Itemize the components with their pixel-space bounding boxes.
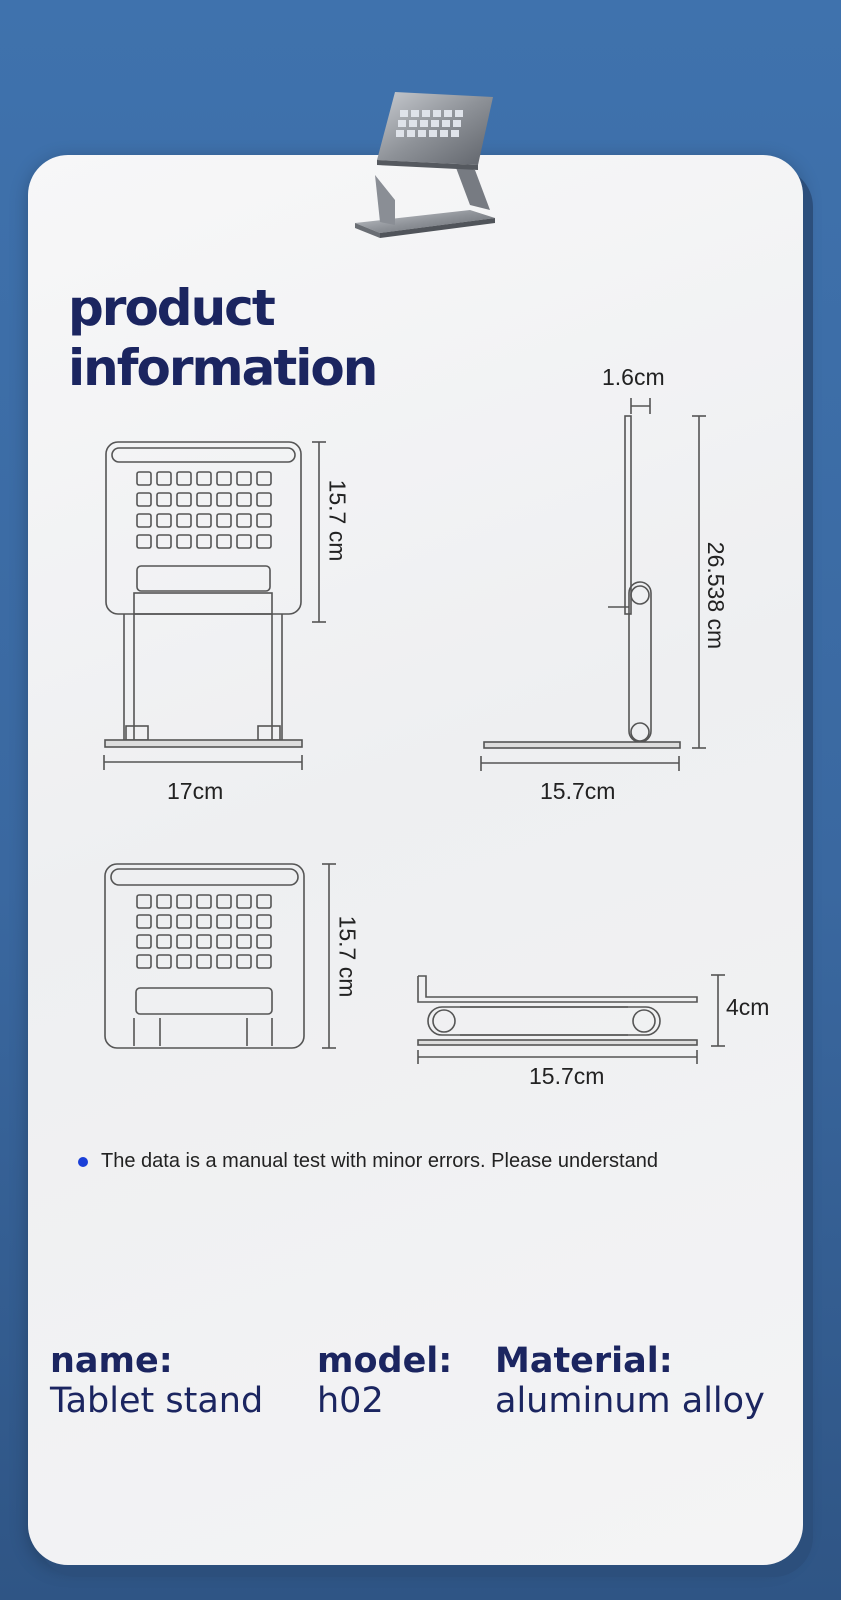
spec-name xyxy=(50,1342,263,1422)
spec-model-value: h02 xyxy=(317,1381,384,1421)
bullet-icon xyxy=(78,1157,88,1167)
disclaimer-text: The data is a manual test with minor errors. Please understand xyxy=(101,1150,658,1172)
front-view-drawing xyxy=(104,442,326,770)
front-width-label: 17cm xyxy=(167,778,224,804)
title-line-1: product xyxy=(68,279,274,337)
side-view-drawing xyxy=(481,398,706,771)
front-height-label: 15.7 cm xyxy=(324,479,351,562)
folded-width-label: 15.7cm xyxy=(529,1063,605,1089)
spec-name-value: Tablet stand xyxy=(50,1381,264,1421)
folded-front-height-label: 15.7 cm xyxy=(334,915,361,998)
spec-name-label: name: xyxy=(50,1341,173,1381)
spec-model-label: model: xyxy=(317,1341,453,1381)
title-line-2: information xyxy=(68,339,377,397)
spec-material-value: aluminum alloy xyxy=(495,1381,765,1421)
disclaimer-note xyxy=(78,1150,658,1173)
spec-material xyxy=(495,1342,765,1422)
spec-model xyxy=(317,1342,452,1422)
folded-side-drawing xyxy=(418,975,725,1064)
folded-height-label: 4cm xyxy=(726,994,770,1020)
side-thickness-label: 1.6cm xyxy=(602,364,665,390)
folded-front-drawing xyxy=(105,864,336,1048)
side-height-label: 26.538 cm xyxy=(703,541,730,650)
spec-material-label: Material: xyxy=(495,1341,673,1381)
side-width-label: 15.7cm xyxy=(540,778,616,804)
